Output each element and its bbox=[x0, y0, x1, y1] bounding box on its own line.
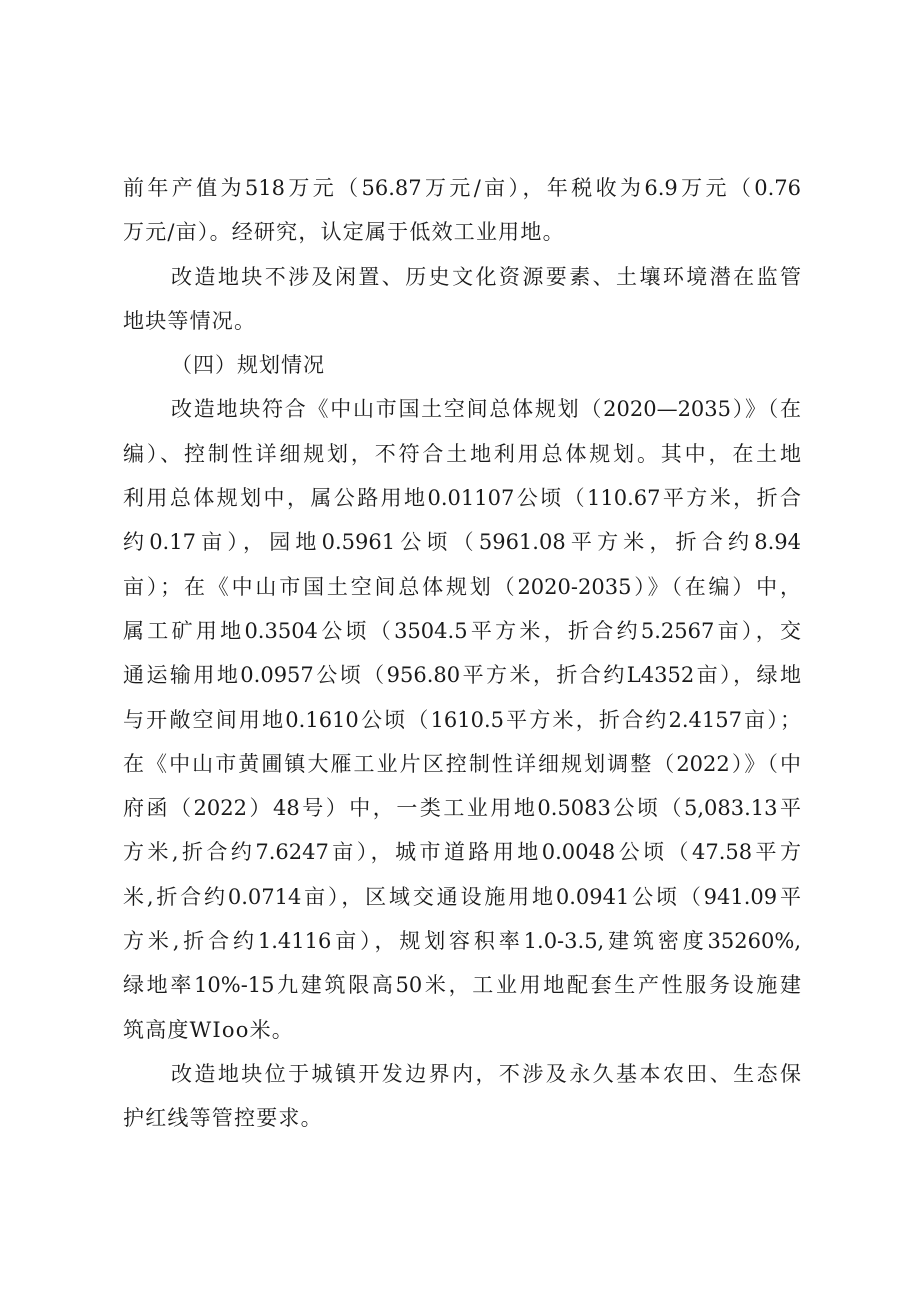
text-line: 改造地块不涉及闲置、历史文化资源要素、土壤环境潜在监管 bbox=[171, 264, 801, 289]
text-line: 编）、控制性详细规划，不符合土地利用总体规划。其中，在土地 bbox=[123, 441, 801, 466]
text-line: 方米,折合约7.6247亩），城市道路用地0.0048公顷（47.58平方 bbox=[123, 840, 801, 865]
paragraph-output-value bbox=[123, 166, 801, 255]
text-line: 在《中山市黄圃镇大雁工业片区控制性详细规划调整（2022）》（中 bbox=[123, 751, 801, 776]
text-line: 前年产值为518万元（56.87万元/亩），年税收为6.9万元（0.76 bbox=[123, 176, 801, 200]
text-line: 府函（2022）48号）中，一类工业用地0.5083公顷（5,083.13平 bbox=[123, 796, 801, 821]
text-line: 地块等情况。 bbox=[123, 308, 257, 333]
section-heading-planning bbox=[123, 343, 801, 387]
paragraph-planning-details bbox=[123, 387, 801, 1051]
text-line: 与开敞空间用地0.1610公顷（1610.5平方米，折合约2.4157亩）； bbox=[123, 707, 801, 732]
text-line: 亩）；在《中山市国土空间总体规划（2020-2035）》（在编）中， bbox=[123, 574, 801, 599]
text-line: 米,折合约0.0714亩），区域交通设施用地0.0941公顷（941.09平 bbox=[123, 884, 801, 909]
document-page bbox=[123, 166, 801, 1141]
text-line: 绿地率10%-15九建筑限高50米，工业用地配套生产性服务设施建 bbox=[123, 973, 801, 998]
text-line: 护红线等管控要求。 bbox=[123, 1106, 323, 1131]
text-line: 约0.17亩），园地0.5961公顷（5961.08平方米，折合约8.94 bbox=[123, 530, 801, 555]
text-line: 改造地块位于城镇开发边界内，不涉及永久基本农田、生态保 bbox=[171, 1061, 801, 1086]
text-line: 利用总体规划中，属公路用地0.01107公顷（110.67平方米，折合 bbox=[123, 486, 801, 511]
text-line: 筑高度WIoo米。 bbox=[123, 1017, 294, 1042]
text-line: 方米,折合约1.4116亩），规划容积率1.0-3.5,建筑密度35260%, bbox=[123, 929, 801, 954]
text-line: 改造地块符合《中山市国土空间总体规划（2020—2035）》（在 bbox=[171, 397, 801, 422]
text-line: 万元/亩）。经研究，认定属于低效工业用地。 bbox=[123, 220, 565, 245]
paragraph-no-idle-land bbox=[123, 255, 801, 344]
text-line: 属工矿用地0.3504公顷（3504.5平方米，折合约5.2567亩），交 bbox=[123, 618, 801, 643]
text-line: 通运输用地0.0957公顷（956.80平方米，折合约L4352亩），绿地 bbox=[123, 663, 801, 688]
paragraph-development-boundary bbox=[123, 1052, 801, 1141]
heading-text: （四）规划情况 bbox=[171, 353, 325, 378]
